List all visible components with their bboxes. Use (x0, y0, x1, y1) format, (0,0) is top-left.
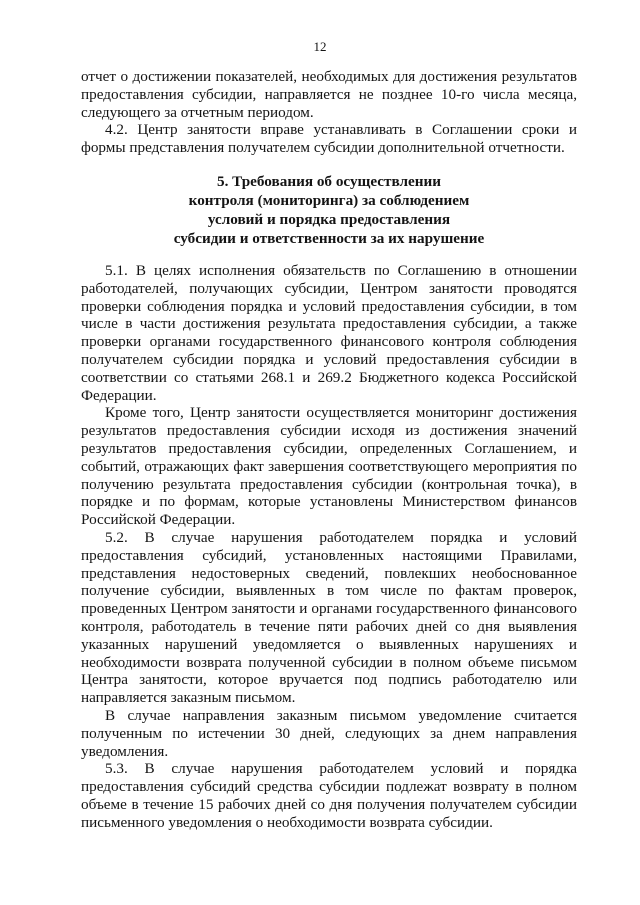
paragraph-4-2: 4.2. Центр занятости вправе устанавливать в Соглашении сроки и формы представления получателем субсидии дополнительной отчетности. (81, 121, 577, 157)
section-heading-line: контроля (мониторинга) за соблюдением (188, 192, 470, 209)
paragraph-registered-letter: В случае направления заказным письмом уведомление считается полученным по истечении 30 дней, следующих за днем направления уведомления. (81, 706, 577, 760)
paragraph-continuation: отчет о достижении показателей, необходимых для достижения результатов предоставления субсидии, направляется не позднее 10-го числа месяца, следующего за отчетным периодом. (81, 68, 577, 121)
section-heading-line: субсидии и ответственности за их нарушение (173, 230, 485, 247)
paragraph-5-2: 5.2. В случае нарушения работодателем порядка и условий предоставления субсидий, установленных настоящими Правилами, представления недостоверных сведений, повлекших необоснованное получение субсидии, выявленных в том числе по фактам проверок, проведенных Центром занятости и органами государственного финансового контроля, работодатель в течение пяти рабочих дней со дня выявления указанных нарушений уведомляется о выявленных нарушениях и необходимости возврата полученной субсидии в полном объеме письмом Центра занятости, которое вручается под подпись работодателю или направляется заказным письмом. (81, 528, 577, 707)
section-heading-line: условий и порядка предоставления (207, 211, 451, 228)
paragraph-monitoring: Кроме того, Центр занятости осуществляется мониторинг достижения результатов предоставления субсидии исходя из достижения значений результатов предоставления субсидии, определенных Соглашением, и событий, отражающих факт завершения соответствующего мероприятия по получению результата предоставления субсидии (контрольная точка), в порядке и по формам, которые установлены Министерством финансов Российской Федерации. (81, 404, 577, 529)
section-heading-line: 5. Требования об осуществлении (216, 173, 442, 190)
page-number: 12 (313, 39, 327, 54)
section-heading (81, 172, 577, 248)
top-text-block (81, 68, 577, 157)
section-text-block (81, 262, 577, 832)
paragraph-5-3: 5.3. В случае нарушения работодателем условий и порядка предоставления субсидий средства субсидии подлежат возврату в полном объеме в течение 15 рабочих дней со дня получения получателем субсидии письменного уведомления о необходимости возврата субсидии. (81, 760, 577, 831)
paragraph-5-1: 5.1. В целях исполнения обязательств по Соглашению в отношении работодателей, получающих субсидии, Центром занятости проводятся проверки соблюдения порядка и условий предоставления субсидии, в том числе в части достижения результата предоставления субсидии, а также проверки органами государственного финансового контроля соблюдения получателем субсидии порядка и условий предоставления субсидии в соответствии со статьями 268.1 и 269.2 Бюджетного кодекса Российской Федерации. (81, 262, 577, 404)
